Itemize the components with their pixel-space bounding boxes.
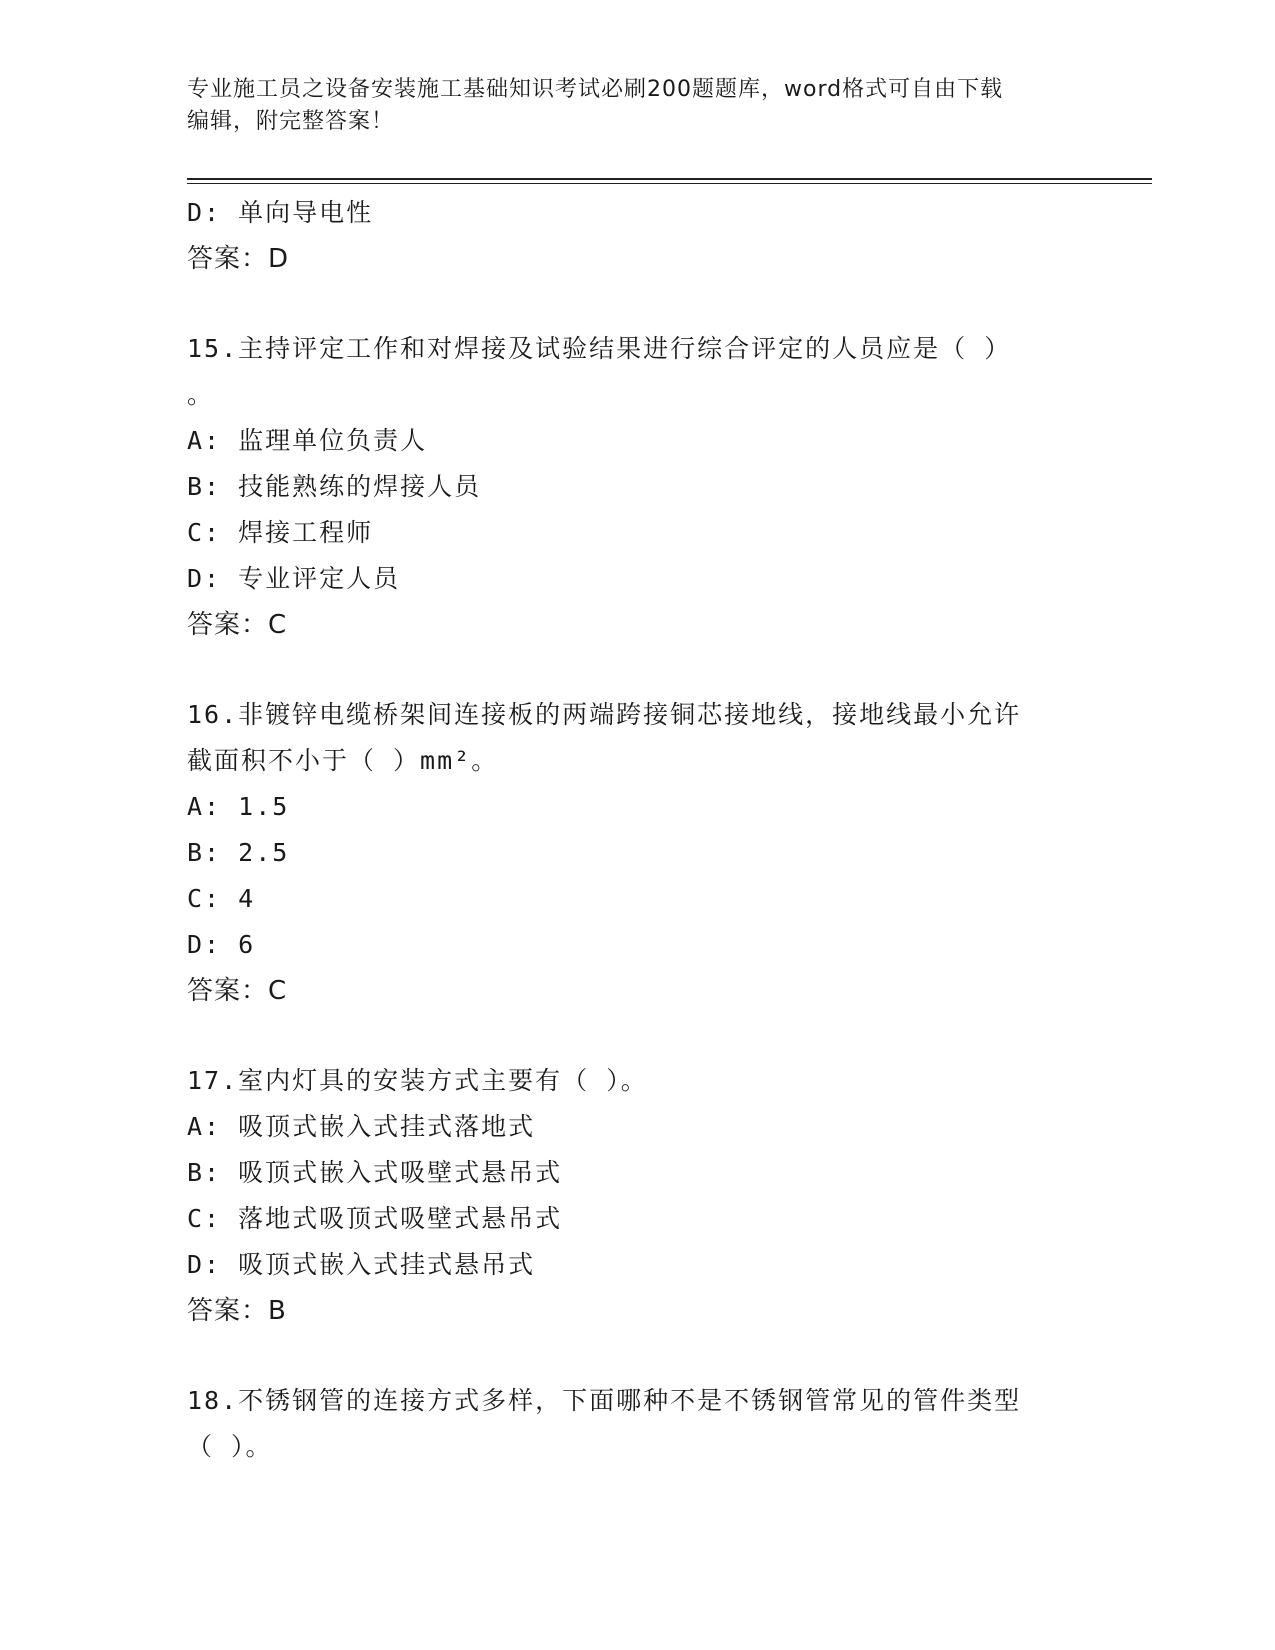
- header-line-2: 编辑，附完整答案！: [187, 109, 395, 134]
- answer-line: 答案：C: [187, 610, 288, 640]
- option-a: A: 吸顶式嵌入式挂式落地式: [187, 1112, 536, 1141]
- question-text-continued: 。: [187, 380, 215, 409]
- question-text: 18.不锈钢管的连接方式多样，下面哪种不是不锈钢管常见的管件类型: [187, 1386, 1022, 1415]
- option-b: B: 2.5: [187, 838, 290, 867]
- header-divider-thin: [187, 183, 1152, 184]
- option-d: D: 单向导电性: [187, 198, 374, 227]
- option-b: B: 吸顶式嵌入式吸壁式悬吊式: [187, 1158, 563, 1187]
- question-text: 15.主持评定工作和对焊接及试验结果进行综合评定的人员应是（ ）: [187, 334, 1012, 363]
- question-text: 17.室内灯具的安装方式主要有（ ）。: [187, 1066, 648, 1095]
- option-d: D: 6: [187, 930, 256, 959]
- question-17: [187, 1058, 1087, 1334]
- answer-line: 答案：C: [187, 976, 288, 1006]
- option-a: A: 1.5: [187, 792, 290, 821]
- question-18: [187, 1378, 1087, 1470]
- option-c: C: 4: [187, 884, 256, 913]
- option-a: A: 监理单位负责人: [187, 426, 428, 455]
- header-line-1: 专业施工员之设备安装施工基础知识考试必刷200题题库，word格式可自由下载: [187, 77, 1004, 102]
- question-16: [187, 692, 1087, 1014]
- option-c: C: 落地式吸顶式吸壁式悬吊式: [187, 1204, 563, 1233]
- answer-line: 答案：B: [187, 1296, 287, 1326]
- header-divider-thick: [187, 178, 1152, 180]
- question-list: [187, 190, 1087, 1470]
- question-text-continued: （ ）。: [187, 1432, 273, 1461]
- question-text-continued: 截面积不小于（ ）mm²。: [187, 746, 499, 775]
- question-15: [187, 326, 1087, 648]
- answer-line: 答案：D: [187, 244, 290, 274]
- option-d: D: 吸顶式嵌入式挂式悬吊式: [187, 1250, 536, 1279]
- question-text: 16.非镀锌电缆桥架间连接板的两端跨接铜芯接地线，接地线最小允许: [187, 700, 1022, 729]
- option-b: B: 技能熟练的焊接人员: [187, 472, 482, 501]
- document-header: [187, 74, 1077, 138]
- option-c: C: 焊接工程师: [187, 518, 374, 547]
- option-d: D: 专业评定人员: [187, 564, 401, 593]
